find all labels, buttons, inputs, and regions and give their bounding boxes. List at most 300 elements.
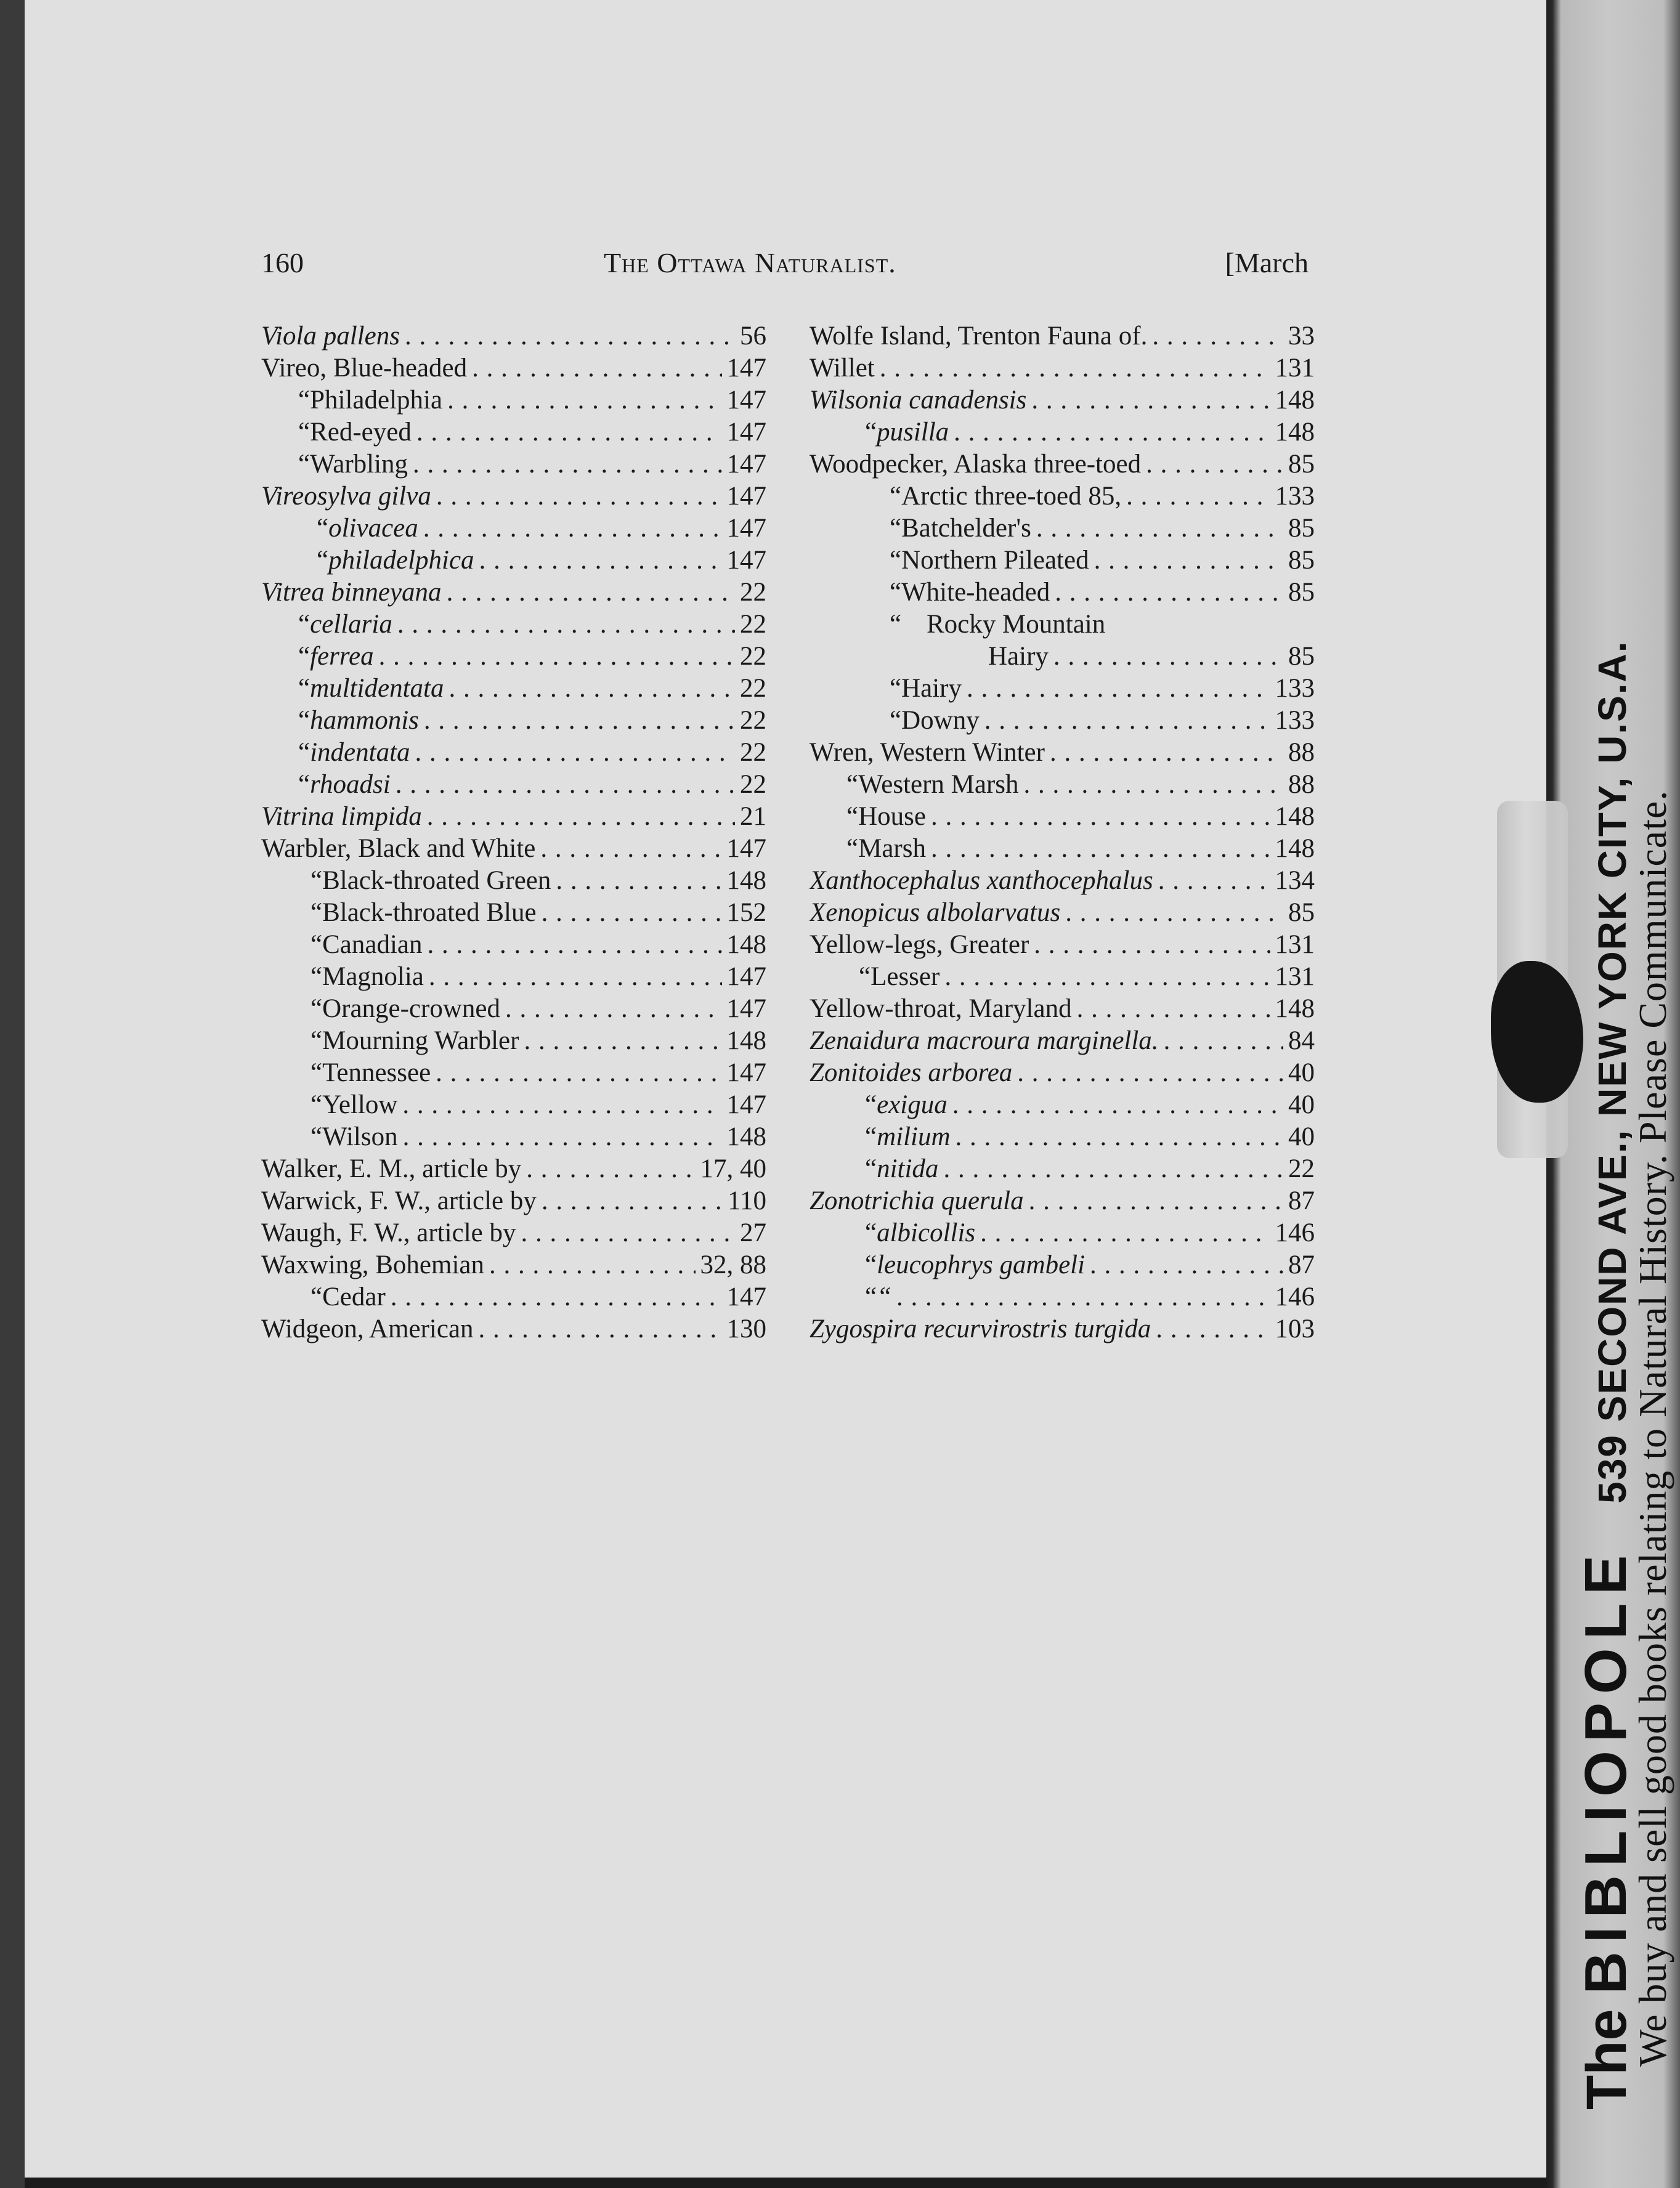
ditto-mark: “ <box>298 674 310 703</box>
index-entry <box>810 513 1315 545</box>
index-entry <box>810 448 1315 480</box>
ditto-mark: “ <box>298 642 310 671</box>
leader-dots <box>424 705 735 737</box>
entry-page-ref: 22 <box>740 706 766 735</box>
entry-name: Marsh <box>858 834 926 863</box>
entry-name: “ <box>877 1282 892 1311</box>
index-entry <box>810 833 1315 865</box>
entry-name: hammonis <box>310 706 419 735</box>
entry-page-ref: 147 <box>726 962 766 991</box>
leader-dots <box>1034 929 1270 961</box>
leader-dots <box>1158 865 1270 897</box>
entry-name: Zenaidura macroura marginella. <box>810 1026 1159 1055</box>
index-entry <box>261 1089 766 1121</box>
index-entry <box>810 416 1315 448</box>
leader-dots <box>1146 448 1283 480</box>
entry-indent <box>810 609 890 641</box>
entry-page-ref: 27 <box>740 1218 766 1247</box>
index-entry <box>810 352 1315 384</box>
index-entry <box>261 609 766 641</box>
entry-name: Wilsonia canadensis <box>810 386 1027 415</box>
entry-name: indentata <box>310 738 410 767</box>
index-entry <box>810 1153 1315 1185</box>
index-entry <box>810 1281 1315 1313</box>
index-entry <box>810 577 1315 609</box>
ditto-mark: “ <box>890 610 902 639</box>
entry-page-ref: 148 <box>726 1026 766 1055</box>
entry-name: Batchelder's <box>901 514 1031 543</box>
index-entry <box>810 705 1315 737</box>
entry-page-ref: 147 <box>726 482 766 511</box>
index-entry <box>810 1089 1315 1121</box>
entry-indent <box>810 545 890 577</box>
entry-indent <box>810 961 859 993</box>
entry-indent <box>810 705 890 737</box>
entry-page-ref: 147 <box>726 418 766 447</box>
leader-dots <box>1017 1057 1283 1089</box>
index-entry <box>261 769 766 801</box>
ditto-mark: “ <box>890 674 902 703</box>
ditto-mark: “ <box>865 1090 877 1119</box>
index-entry <box>261 1249 766 1281</box>
index-entry <box>261 705 766 737</box>
index-entry <box>261 801 766 833</box>
leader-dots <box>1024 769 1283 801</box>
entry-indent <box>261 545 317 577</box>
ditto-mark: “ <box>859 962 871 991</box>
entry-page-ref: 148 <box>726 930 766 959</box>
ad-bookseller-name: BIBLIOPOLE <box>1573 1546 1639 1995</box>
leader-dots <box>952 1089 1283 1121</box>
index-entry <box>261 384 766 416</box>
entry-name: Woodpecker, Alaska three-toed <box>810 450 1142 479</box>
advertisement <box>1556 231 1679 2141</box>
entry-name: House <box>858 802 926 831</box>
leader-dots <box>448 673 735 705</box>
index-entry <box>261 545 766 577</box>
leader-dots <box>379 641 735 673</box>
entry-name: philadelphica <box>328 546 474 575</box>
entry-indent <box>261 641 298 673</box>
ditto-mark: “ <box>310 1058 323 1087</box>
issue-month: [March <box>1225 247 1309 278</box>
entry-indent <box>810 416 865 448</box>
entry-name: milium <box>877 1122 951 1151</box>
leader-dots <box>943 1153 1283 1185</box>
index-entry <box>261 577 766 609</box>
entry-indent <box>261 1281 310 1313</box>
entry-indent <box>261 513 317 545</box>
entry-name: Warwick, F. W., article by <box>261 1186 537 1215</box>
entry-name: Zonitoides arborea <box>810 1058 1013 1087</box>
index-entry <box>261 513 766 545</box>
entry-name: ferrea <box>310 642 374 671</box>
entry-indent <box>261 929 310 961</box>
leader-dots <box>396 769 735 801</box>
entry-page-ref: 148 <box>1275 834 1315 863</box>
entry-name: olivacea <box>328 514 418 543</box>
ditto-mark: “ <box>298 450 310 479</box>
entry-name: Vireosylva gilva <box>261 482 431 511</box>
entry-indent <box>810 769 846 801</box>
entry-page-ref: 147 <box>726 1058 766 1087</box>
entry-page-ref: 87 <box>1288 1186 1315 1215</box>
entry-page-ref: 110 <box>728 1186 766 1215</box>
index-entry <box>810 1185 1315 1217</box>
index-entry <box>261 641 766 673</box>
entry-name: Yellow-legs, Greater <box>810 930 1029 959</box>
index-entry <box>810 993 1315 1025</box>
entry-name: Black-throated Green <box>322 866 551 895</box>
entry-name: Wolfe Island, Trenton Fauna of. <box>810 322 1148 350</box>
leader-dots <box>505 993 722 1025</box>
leader-dots <box>402 1089 721 1121</box>
ditto-mark: “ <box>890 482 902 511</box>
index-entry <box>810 1313 1315 1345</box>
leader-dots <box>391 1281 722 1313</box>
entry-page-ref: 22 <box>1288 1154 1315 1183</box>
ditto-mark: “ <box>865 1282 877 1311</box>
entry-indent <box>261 1025 310 1057</box>
entry-page-ref: 133 <box>1275 706 1315 735</box>
leader-dots <box>1065 897 1283 929</box>
entry-page-ref: 131 <box>1275 962 1315 991</box>
entry-page-ref: 131 <box>1275 930 1315 959</box>
entry-name: Orange-crowned <box>322 994 500 1023</box>
entry-page-ref: 40 <box>1288 1122 1315 1151</box>
leader-dots <box>479 545 722 577</box>
ditto-mark: “ <box>865 1154 877 1183</box>
ditto-mark: “ <box>865 418 877 447</box>
index-entry <box>261 416 766 448</box>
ditto-mark: “ <box>890 578 902 607</box>
entry-name: Willet <box>810 354 875 383</box>
index-entry <box>810 737 1315 769</box>
ditto-mark: “ <box>846 770 859 799</box>
entry-indent <box>261 1057 310 1089</box>
leader-dots <box>423 513 722 545</box>
entry-name: Red-eyed <box>310 418 412 447</box>
entry-name: Hairy <box>901 674 962 703</box>
entry-indent <box>261 897 310 929</box>
entry-indent <box>810 1089 865 1121</box>
entry-name: Vireo, Blue-headed <box>261 354 468 383</box>
index-entry <box>261 1313 766 1345</box>
entry-indent <box>810 673 890 705</box>
entry-page-ref: 85 <box>1288 642 1315 671</box>
entry-indent <box>810 480 890 513</box>
entry-page-ref: 85 <box>1288 514 1315 543</box>
entry-indent <box>261 1121 310 1153</box>
index-entry <box>810 801 1315 833</box>
entry-name: Arctic three-toed 85, <box>901 482 1122 511</box>
entry-indent <box>810 833 846 865</box>
page-number: 160 <box>261 247 304 278</box>
entry-page-ref: 148 <box>1275 994 1315 1023</box>
entry-page-ref: 40 <box>1288 1058 1315 1087</box>
ditto-mark: “ <box>890 514 902 543</box>
leader-dots <box>984 705 1270 737</box>
entry-name: Walker, E. M., article by <box>261 1154 522 1183</box>
index-column-left <box>261 320 766 1345</box>
leader-dots <box>956 1121 1283 1153</box>
entry-page-ref: 40 <box>1288 1090 1315 1119</box>
entry-name: Waxwing, Bohemian <box>261 1250 484 1279</box>
index-entry <box>261 1281 766 1313</box>
ditto-mark: “ <box>310 930 323 959</box>
leader-dots <box>542 897 722 929</box>
index-entry <box>810 1249 1315 1281</box>
leader-dots <box>1094 545 1283 577</box>
index-entry <box>261 673 766 705</box>
entry-name: Tennessee <box>322 1058 431 1087</box>
entry-page-ref: 148 <box>1275 386 1315 415</box>
leader-dots <box>429 961 722 993</box>
ditto-mark: “ <box>846 802 859 831</box>
entry-name: exigua <box>877 1090 948 1119</box>
entry-indent <box>810 513 890 545</box>
index-entry <box>810 1217 1315 1249</box>
entry-page-ref: 32, 88 <box>700 1250 766 1279</box>
index-entry <box>261 1025 766 1057</box>
entry-name: rhoadsi <box>310 770 391 799</box>
ditto-mark: “ <box>865 1250 877 1279</box>
index-entry <box>261 448 766 480</box>
leader-dots <box>944 961 1270 993</box>
index-entry <box>810 641 1315 673</box>
index-entry <box>810 769 1315 801</box>
entry-page-ref: 22 <box>740 578 766 607</box>
entry-page-ref: 147 <box>726 450 766 479</box>
entry-page-ref: 130 <box>726 1315 766 1343</box>
entry-page-ref: 22 <box>740 738 766 767</box>
index-entry <box>261 320 766 352</box>
index-entry <box>810 897 1315 929</box>
entry-indent <box>810 1217 865 1249</box>
entry-name: Vitrina limpida <box>261 802 422 831</box>
ditto-mark: “ <box>310 1282 323 1311</box>
index-entry <box>810 1025 1315 1057</box>
ditto-mark: “ <box>310 866 323 895</box>
entry-indent <box>810 1281 865 1313</box>
leader-dots <box>413 448 721 480</box>
ditto-mark: “ <box>865 1218 877 1247</box>
ditto-mark: “ <box>310 898 323 927</box>
entry-indent <box>810 1121 865 1153</box>
leader-dots <box>479 1313 722 1345</box>
leader-dots <box>880 352 1270 384</box>
entry-page-ref: 85 <box>1288 450 1315 479</box>
ditto-mark: “ <box>846 834 859 863</box>
entry-name: Hairy <box>988 642 1049 671</box>
entry-name: Xanthocephalus xanthocephalus <box>810 866 1153 895</box>
ditto-mark: “ <box>298 418 310 447</box>
ditto-mark: “ <box>317 514 329 543</box>
leader-dots <box>405 320 735 352</box>
entry-page-ref: 147 <box>726 834 766 863</box>
index-entry <box>810 961 1315 993</box>
leader-dots <box>1164 1025 1283 1057</box>
entry-name: Yellow-throat, Maryland <box>810 994 1072 1023</box>
ad-address: 539 SECOND AVE., NEW YORK CITY, U.S.A. <box>1590 640 1634 1504</box>
entry-page-ref: 22 <box>740 610 766 639</box>
leader-dots <box>931 833 1270 865</box>
entry-name: Viola pallens <box>261 322 400 350</box>
leader-dots <box>542 1185 723 1217</box>
entry-page-ref: 85 <box>1288 578 1315 607</box>
leader-dots <box>1053 641 1283 673</box>
entry-name: Widgeon, American <box>261 1315 474 1343</box>
entry-name: Wilson <box>322 1122 398 1151</box>
leader-dots <box>436 1057 721 1089</box>
entry-indent <box>261 993 310 1025</box>
entry-indent <box>261 609 298 641</box>
entry-indent <box>261 769 298 801</box>
index-entry <box>810 384 1315 416</box>
index-entry <box>261 1185 766 1217</box>
entry-page-ref: 21 <box>740 802 766 831</box>
entry-indent <box>261 448 298 480</box>
entry-page-ref: 22 <box>740 770 766 799</box>
entry-indent <box>261 737 298 769</box>
index-column-right <box>810 320 1315 1345</box>
entry-indent <box>261 416 298 448</box>
entry-page-ref: 84 <box>1288 1026 1315 1055</box>
entry-page-ref: 147 <box>726 994 766 1023</box>
index-entry <box>261 833 766 865</box>
ditto-mark: “ <box>310 962 323 991</box>
index-entry <box>261 480 766 513</box>
ditto-mark: “ <box>298 770 310 799</box>
entry-name: cellaria <box>310 610 392 639</box>
index-entry <box>810 609 1315 641</box>
entry-name: Northern Pileated <box>901 546 1089 575</box>
entry-indent <box>261 961 310 993</box>
entry-indent <box>261 384 298 416</box>
entry-name: Downy <box>901 706 980 735</box>
index-entry <box>261 865 766 897</box>
ditto-mark: “ <box>310 1090 323 1119</box>
ditto-mark: “ <box>298 610 310 639</box>
leader-dots <box>427 929 721 961</box>
leader-dots <box>980 1217 1270 1249</box>
leader-dots <box>1156 1313 1270 1345</box>
page-edge <box>0 0 25 2188</box>
entry-indent <box>810 577 890 609</box>
leader-dots <box>1036 513 1283 545</box>
entry-name: White-headed <box>901 578 1050 607</box>
entry-name: Black-throated Blue <box>322 898 537 927</box>
leader-dots <box>556 865 721 897</box>
entry-page-ref: 148 <box>726 1122 766 1151</box>
entry-indent <box>261 673 298 705</box>
entry-page-ref: 133 <box>1275 482 1315 511</box>
ditto-mark: “ <box>865 1122 877 1151</box>
ditto-mark: “ <box>310 994 323 1023</box>
entry-page-ref: 85 <box>1288 546 1315 575</box>
entry-name: leucophrys gambeli <box>877 1250 1086 1279</box>
index-entry <box>261 929 766 961</box>
entry-name: Yellow <box>322 1090 398 1119</box>
entry-indent <box>261 865 310 897</box>
leader-dots <box>954 416 1270 448</box>
index-entry <box>810 1121 1315 1153</box>
leader-dots <box>967 673 1270 705</box>
ditto-mark: “ <box>298 386 310 415</box>
index-entry <box>261 1153 766 1185</box>
leader-dots <box>1077 993 1270 1025</box>
entry-page-ref: 22 <box>740 642 766 671</box>
ad-tagline: We buy and sell good books relating to Natural History. Please Communicate. <box>1631 790 1674 2067</box>
leader-dots <box>896 1281 1270 1313</box>
entry-page-ref: 152 <box>726 898 766 927</box>
entry-page-ref: 148 <box>1275 418 1315 447</box>
entry-page-ref: 133 <box>1275 674 1315 703</box>
ditto-mark: “ <box>317 546 329 575</box>
leader-dots <box>447 577 735 609</box>
leader-dots <box>447 384 721 416</box>
leader-dots <box>540 833 721 865</box>
entry-name: Cedar <box>322 1282 386 1311</box>
entry-indent <box>810 801 846 833</box>
entry-name: Canadian <box>322 930 423 959</box>
index-entry <box>261 961 766 993</box>
entry-name: Waugh, F. W., article by <box>261 1218 516 1247</box>
entry-name: Wren, Western Winter <box>810 738 1045 767</box>
leader-dots <box>403 1121 722 1153</box>
leader-dots <box>524 1025 721 1057</box>
index-entry <box>261 352 766 384</box>
entry-page-ref: 148 <box>1275 802 1315 831</box>
entry-page-ref: 147 <box>726 514 766 543</box>
journal-title: The Ottawa Naturalist. <box>604 247 896 278</box>
entry-page-ref: 147 <box>726 1090 766 1119</box>
index-entry <box>261 1057 766 1089</box>
entry-name: nitida <box>877 1154 939 1183</box>
entry-name: Zygospira recurvirostris turgida <box>810 1315 1151 1343</box>
entry-page-ref: 146 <box>1275 1282 1315 1311</box>
leader-dots <box>1126 480 1270 513</box>
entry-page-ref: 148 <box>726 866 766 895</box>
leader-dots <box>526 1153 695 1185</box>
entry-page-ref: 131 <box>1275 354 1315 383</box>
entry-name: Lesser <box>870 962 940 991</box>
leader-dots <box>427 801 735 833</box>
entry-page-ref: 103 <box>1275 1315 1315 1343</box>
entry-name: Warbler, Black and White <box>261 834 536 863</box>
entry-name: Magnolia <box>322 962 424 991</box>
leader-dots <box>931 801 1270 833</box>
entry-name: multidentata <box>310 674 444 703</box>
entry-indent <box>810 641 988 673</box>
entry-page-ref: 147 <box>726 546 766 575</box>
leader-dots <box>1152 320 1283 352</box>
index-entry <box>261 897 766 929</box>
ditto-mark: “ <box>310 1122 323 1151</box>
entry-page-ref: 85 <box>1288 898 1315 927</box>
entry-name: Warbling <box>310 450 408 479</box>
ad-the: The <box>1575 2009 1638 2110</box>
entry-indent <box>261 705 298 737</box>
index-entry <box>810 1057 1315 1089</box>
index-entry <box>261 1121 766 1153</box>
entry-page-ref: 147 <box>726 1282 766 1311</box>
entry-page-ref: 88 <box>1288 738 1315 767</box>
leader-dots <box>1050 737 1283 769</box>
leader-dots <box>489 1249 696 1281</box>
ditto-mark: “ <box>298 706 310 735</box>
entry-name: Vitrea binneyana <box>261 578 442 607</box>
